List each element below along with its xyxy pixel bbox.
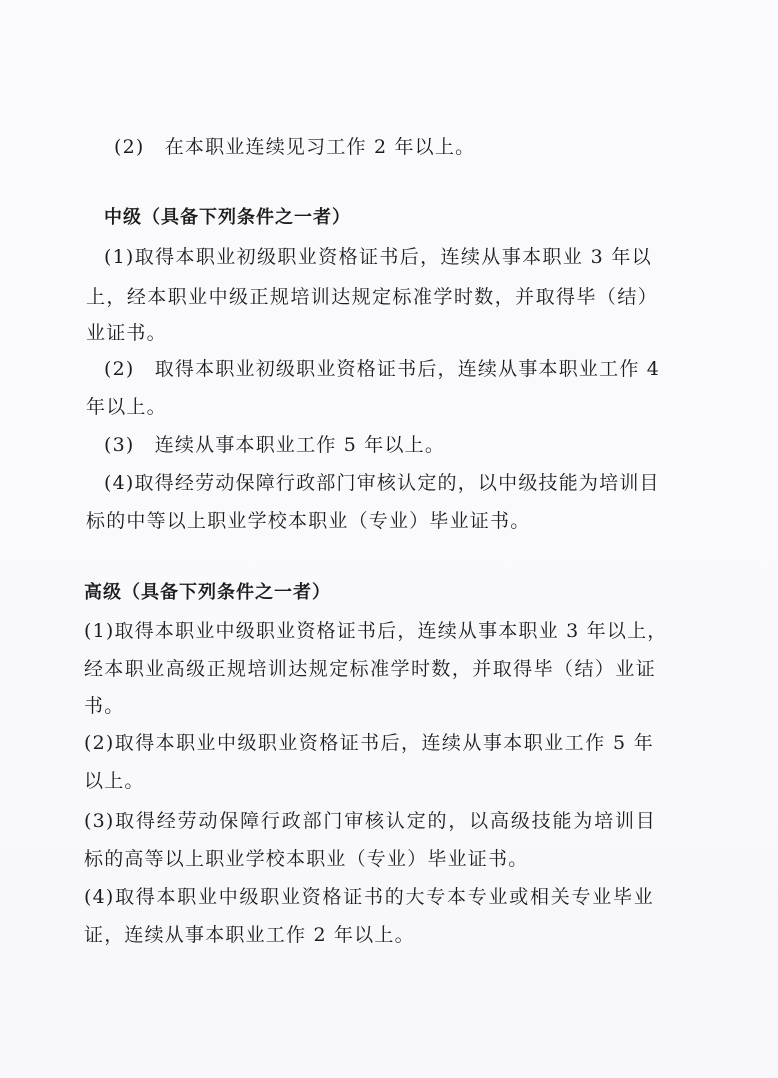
intermediate-heading: 中级（具备下列条件之一者） — [104, 207, 351, 228]
initial-item-2: (2) 在本职业连续见习工作 2 年以上。 — [114, 136, 476, 158]
advanced-item-2-line-2: 以上。 — [84, 770, 145, 792]
intermediate-item-1-line-1: (1)取得本职业初级职业资格证书后，连续从事本职业 3 年以 — [104, 246, 652, 268]
advanced-item-4-line-2: 证，连续从事本职业工作 2 年以上。 — [84, 924, 415, 946]
advanced-item-3-line-2: 标的高等以上职业学校本职业（专业）毕业证书。 — [84, 848, 529, 870]
intermediate-item-1-line-3: 业证书。 — [86, 322, 167, 344]
advanced-item-2-line-1: (2)取得本职业中级职业资格证书后，连续从事本职业工作 5 年 — [84, 732, 654, 754]
advanced-item-1-line-2: 经本职业高级正规培训达规定标准学时数，并取得毕（结）业证 — [84, 658, 656, 680]
advanced-item-1-line-1: (1)取得本职业中级职业资格证书后，连续从事本职业 3 年以上， — [84, 620, 668, 642]
intermediate-item-4-line-2: 标的中等以上职业学校本职业（专业）毕业证书。 — [86, 510, 531, 532]
intermediate-item-4-line-1: (4)取得经劳动保障行政部门审核认定的，以中级技能为培训目 — [104, 472, 660, 494]
intermediate-item-3: (3) 连续从事本职业工作 5 年以上。 — [104, 434, 446, 456]
intermediate-item-2-line-1: (2) 取得本职业初级职业资格证书后，连续从事本职业工作 4 — [104, 358, 661, 380]
advanced-item-4-line-1: (4)取得本职业中级职业资格证书的大专本专业或相关专业毕业 — [84, 886, 654, 908]
advanced-item-3-line-1: (3)取得经劳动保障行政部门审核认定的，以高级技能为培训目 — [84, 810, 656, 832]
intermediate-item-2-line-2: 年以上。 — [86, 396, 167, 418]
intermediate-item-1-line-2: 上，经本职业中级正规培训达规定标准学时数，并取得毕（结） — [86, 286, 658, 308]
advanced-item-1-line-3: 书。 — [84, 695, 125, 717]
advanced-heading: 高级（具备下列条件之一者） — [84, 582, 331, 603]
